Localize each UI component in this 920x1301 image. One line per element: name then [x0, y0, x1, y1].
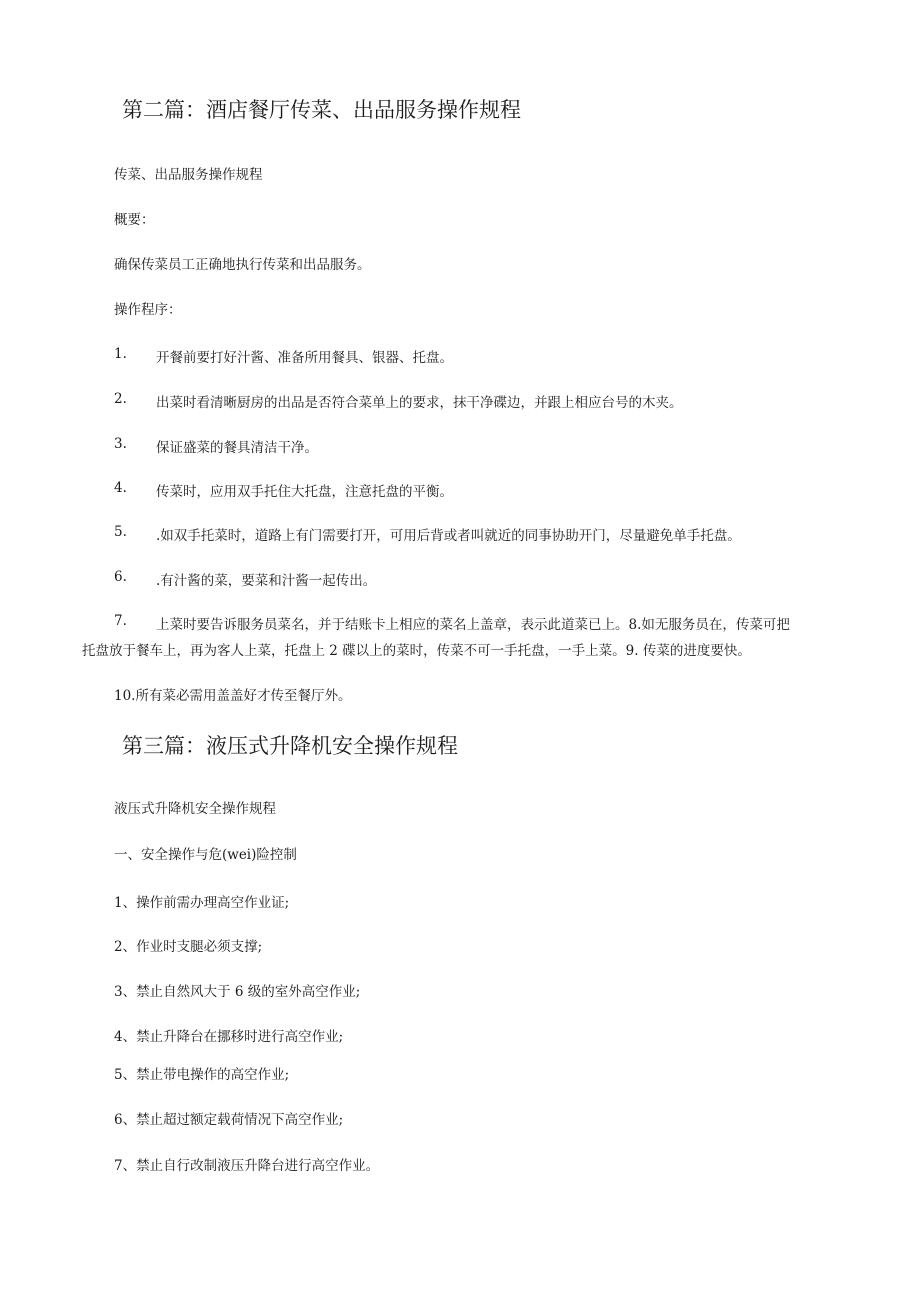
- list-item: 1、操作前需办理高空作业证;: [114, 895, 290, 911]
- step7-number: 7.: [114, 613, 127, 629]
- list-item: 4、禁止升降台在挪移时进行高空作业;: [114, 1029, 344, 1045]
- step-text: 传菜时，应用双手托住大托盘，注意托盘的平衡。: [156, 484, 453, 500]
- section2-title: 第二篇：酒店餐厅传菜、出品服务操作规程: [122, 98, 521, 122]
- list-item: 3、禁止自然风大于 6 级的室外高空作业;: [114, 984, 361, 1000]
- step-text: 保证盛菜的餐具清洁干净。: [156, 440, 318, 456]
- step7-text-line2: 托盘放于餐车上，再为客人上菜，托盘上 2 碟以上的菜时，传菜不可一手托盘，一手上菜。9. 传菜的进度要快。: [82, 643, 751, 659]
- section3-heading: 一、安全操作与危(wei)险控制: [114, 847, 297, 863]
- step-number: 4.: [114, 480, 127, 496]
- section3-title: 第三篇：液压式升降机安全操作规程: [122, 734, 458, 758]
- list-item: 5、禁止带电操作的高空作业;: [114, 1067, 290, 1083]
- step-number: 2.: [114, 391, 127, 407]
- list-item: 2、作业时支腿必须支撑;: [114, 939, 263, 955]
- list-item: 7、禁止自行改制液压升降台进行高空作业。: [114, 1158, 380, 1174]
- procedure-label: 操作程序：: [114, 302, 182, 318]
- step10-text: 10.所有菜必需用盖盖好才传至餐厅外。: [114, 688, 352, 704]
- step-number: 5.: [114, 524, 127, 540]
- step-text: .有汁酱的菜，要菜和汁酱一起传出。: [156, 573, 377, 589]
- list-item: 6、禁止超过额定载荷情况下高空作业;: [114, 1112, 344, 1128]
- step-text: 出菜时看清晰厨房的出品是否符合菜单上的要求，抹干净碟边，并跟上相应台号的木夹。: [156, 395, 683, 411]
- overview-label: 概要：: [114, 212, 155, 228]
- step-number: 6.: [114, 569, 127, 585]
- step-text: .如双手托菜时，道路上有门需要打开，可用后背或者叫就近的同事协助开门，尽量避免单手托盘。: [156, 528, 741, 544]
- step-number: 1.: [114, 346, 127, 362]
- section3-subtitle: 液压式升降机安全操作规程: [114, 801, 276, 817]
- section2-subtitle: 传菜、出品服务操作规程: [114, 167, 263, 183]
- step-number: 3.: [114, 436, 127, 452]
- step-text: 开餐前要打好汁酱、准备所用餐具、银器、托盘。: [156, 350, 453, 366]
- step7-text-line1: 上菜时要告诉服务员菜名，并于结账卡上相应的菜名上盖章，表示此道菜已上。8.如无服务员在，传菜可把: [156, 617, 790, 633]
- overview-text: 确保传菜员工正确地执行传菜和出品服务。: [114, 257, 371, 273]
